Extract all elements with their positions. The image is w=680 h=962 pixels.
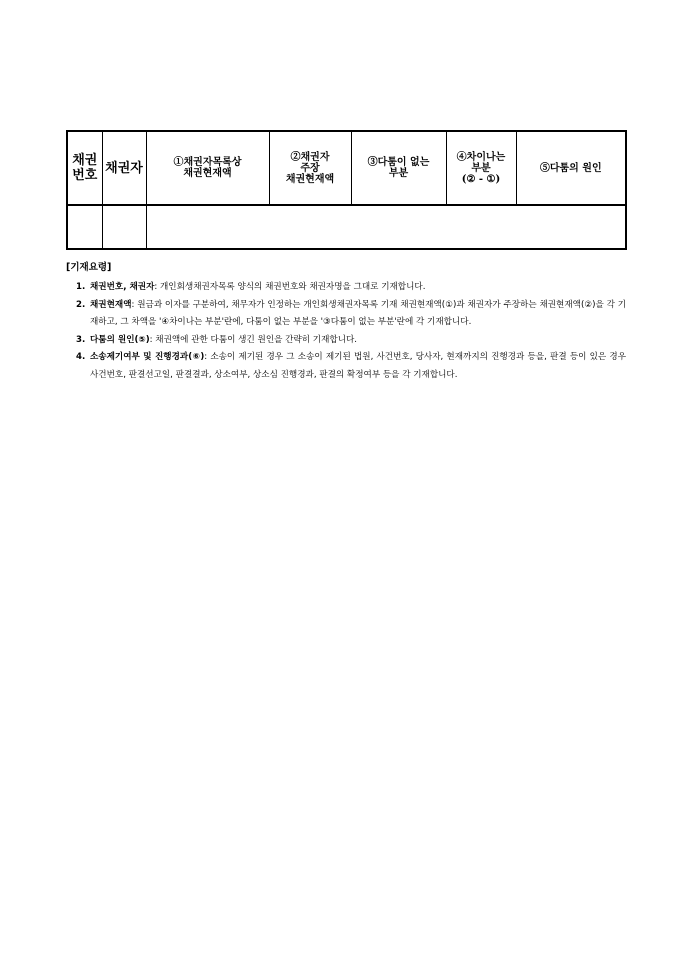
claims-table (66, 130, 627, 250)
instructions-title: [기재요령] (66, 262, 112, 273)
instruction-number: 1. (76, 282, 86, 292)
header-claimed-amount: ②채권자 주장 채권현재액 (269, 131, 351, 205)
table-row (67, 205, 626, 249)
cell-claim-number (67, 205, 102, 249)
instruction-key: 다툼의 원인(⑤) (90, 334, 150, 345)
header-dispute-cause: ⑤다툼의 원인 (516, 131, 626, 205)
header-claim-number: 채권 번호 (67, 131, 102, 205)
instruction-number: 2. (76, 299, 86, 310)
instruction-key: 채권번호, 채권자 (90, 282, 155, 292)
header-listed-amount: ①채권자목록상 채권현재액 (146, 131, 269, 205)
instruction-text: : 소송이 제기된 경우 그 소송이 제기된 법원, 사건번호, 당사자, 현재까지의 진행경과 등을, 판결 등이 있은 경우 사건번호, 판결선고일, 판결결과, 상소여부, 상소심 진행경과, 판결의 확정여부 등을 각 기재합니다. (90, 352, 626, 380)
header-undisputed-part: ③다툼이 없는 부분 (351, 131, 446, 205)
instructions (66, 261, 626, 384)
instruction-number: 4. (76, 352, 86, 362)
instruction-text: : 채권액에 관한 다툼이 생긴 원인을 간략히 기재합니다. (149, 334, 358, 345)
header-creditor: 채권자 (102, 131, 146, 205)
instruction-text: : 원금과 이자를 구분하여, 채무자가 인정하는 개인회생채권자목록 기재 채권현재액(①)과 채권자가 주장하는 채권현재액(②)을 각 기재하고, 그 차액을 '④차이나는 부분'란에, 다툼이 없는 부분을 '③다툼이 없는 부분'란에 각 기재합니다. (90, 299, 626, 327)
instruction-text: : 개인회생채권자목록 양식의 채권번호와 채권자명을 그대로 기재합니다. (154, 282, 426, 292)
instruction-item (66, 332, 626, 350)
cell-details (146, 205, 626, 249)
header-difference-part: ④차이나는 부분 (② - ①) (446, 131, 516, 205)
cell-creditor (102, 205, 146, 249)
instruction-number: 3. (76, 334, 86, 345)
header-row (67, 131, 626, 205)
instruction-item (66, 297, 626, 332)
instruction-item (66, 349, 626, 384)
instruction-item (66, 279, 626, 297)
instruction-key: 채권현재액 (90, 299, 132, 310)
instruction-key: 소송제기여부 및 진행경과(⑥) (90, 352, 205, 362)
